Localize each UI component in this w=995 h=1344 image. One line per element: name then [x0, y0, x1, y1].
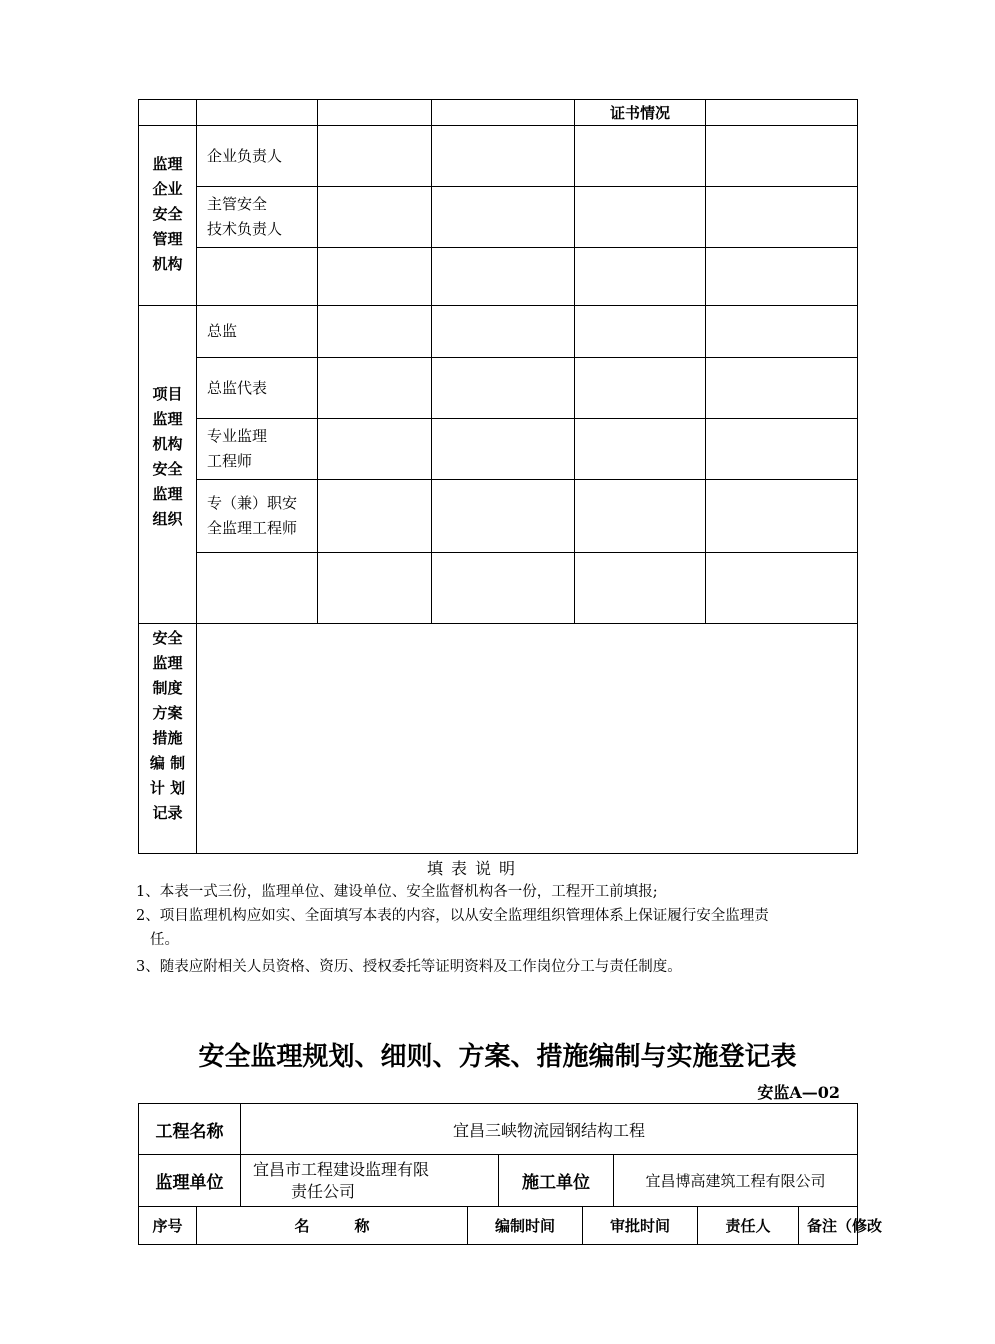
- entry-cell[interactable]: [318, 553, 432, 624]
- role-cell: 总监: [197, 306, 318, 358]
- entry-cell[interactable]: [575, 306, 706, 358]
- entry-cell[interactable]: [432, 480, 575, 553]
- header-blank-cell: [139, 100, 197, 126]
- header-blank-cell: [432, 100, 575, 126]
- entry-cell[interactable]: [706, 480, 858, 553]
- entry-cell[interactable]: [575, 187, 706, 248]
- entry-cell[interactable]: [706, 187, 858, 248]
- plan-registration-table: [138, 1103, 883, 1245]
- entry-cell[interactable]: [706, 553, 858, 624]
- entry-cell[interactable]: [706, 419, 858, 480]
- entry-cell[interactable]: [575, 126, 706, 187]
- header-blank-cell: [318, 100, 432, 126]
- column-responsible: 责任人: [698, 1207, 799, 1245]
- entry-cell[interactable]: [432, 126, 575, 187]
- notes-title: 填表说明: [426, 859, 523, 878]
- safety-organization-table: [138, 99, 858, 854]
- entry-cell[interactable]: [575, 553, 706, 624]
- form-code: 安监A—02: [757, 1083, 840, 1102]
- column-prepared-time: 编制时间: [468, 1207, 583, 1245]
- contractor-label: 施工单位: [499, 1155, 614, 1207]
- entry-cell[interactable]: [318, 419, 432, 480]
- contractor-value[interactable]: 宜昌博高建筑工程有限公司: [614, 1155, 858, 1207]
- project-name-label: 工程名称: [139, 1104, 241, 1155]
- role-cell: 主管安全 技术负责人: [197, 187, 318, 248]
- entry-cell[interactable]: [318, 306, 432, 358]
- supervisor-label: 监理单位: [139, 1155, 241, 1207]
- entry-cell[interactable]: [318, 480, 432, 553]
- supervisor-value[interactable]: 宜昌市工程建设监理有限 责任公司: [241, 1155, 499, 1207]
- project-name-value[interactable]: 宜昌三峡物流园钢结构工程: [241, 1104, 858, 1155]
- entry-cell[interactable]: [318, 126, 432, 187]
- role-cell: 总监代表: [197, 358, 318, 419]
- note-item: 3、随表应附相关人员资格、资历、授权委托等证明资料及工作岗位分工与责任制度。: [136, 959, 682, 975]
- header-blank-cell: [706, 100, 858, 126]
- column-approved-time: 审批时间: [583, 1207, 698, 1245]
- entry-cell[interactable]: [432, 306, 575, 358]
- column-name: 名 称: [197, 1207, 468, 1245]
- section-label-plan: 安全 监理 制度 方案 措施 编 制 计 划 记录: [139, 624, 197, 854]
- entry-cell[interactable]: [575, 419, 706, 480]
- entry-cell[interactable]: [432, 553, 575, 624]
- entry-cell[interactable]: [318, 248, 432, 306]
- column-remarks: 备注（修改: [799, 1207, 858, 1245]
- entry-cell[interactable]: [706, 306, 858, 358]
- entry-cell[interactable]: [706, 126, 858, 187]
- entry-cell[interactable]: [318, 358, 432, 419]
- note-item: 2、项目监理机构应如实、全面填写本表的内容，以从安全监理组织管理体系上保证履行安全监理责 任。: [136, 908, 769, 948]
- column-no: 序号: [139, 1207, 197, 1245]
- header-cert-status: 证书情况: [575, 100, 706, 126]
- role-cell: 专（兼）职安 全监理工程师: [197, 480, 318, 553]
- section-label-project: 项目 监理 机构 安全 监理 组织: [139, 306, 197, 624]
- entry-cell[interactable]: [432, 419, 575, 480]
- role-cell: 企业负责人: [197, 126, 318, 187]
- entry-cell[interactable]: [432, 358, 575, 419]
- entry-cell[interactable]: [575, 480, 706, 553]
- entry-cell[interactable]: [432, 248, 575, 306]
- section-label-company: 监理 企业 安全 管理 机构: [139, 126, 197, 306]
- header-blank-cell: [197, 100, 318, 126]
- entry-cell[interactable]: [432, 187, 575, 248]
- form-title: 安全监理规划、细则、方案、措施编制与实施登记表: [198, 1042, 797, 1072]
- note-item: 1、本表一式三份，监理单位、建设单位、安全监督机构各一份，工程开工前填报;: [136, 884, 658, 900]
- plan-record-area[interactable]: [197, 624, 858, 854]
- entry-cell[interactable]: [706, 248, 858, 306]
- role-cell-blank[interactable]: [197, 248, 318, 306]
- entry-cell[interactable]: [706, 358, 858, 419]
- role-cell-blank[interactable]: [197, 553, 318, 624]
- entry-cell[interactable]: [318, 187, 432, 248]
- entry-cell[interactable]: [575, 248, 706, 306]
- role-cell: 专业监理 工程师: [197, 419, 318, 480]
- entry-cell[interactable]: [575, 358, 706, 419]
